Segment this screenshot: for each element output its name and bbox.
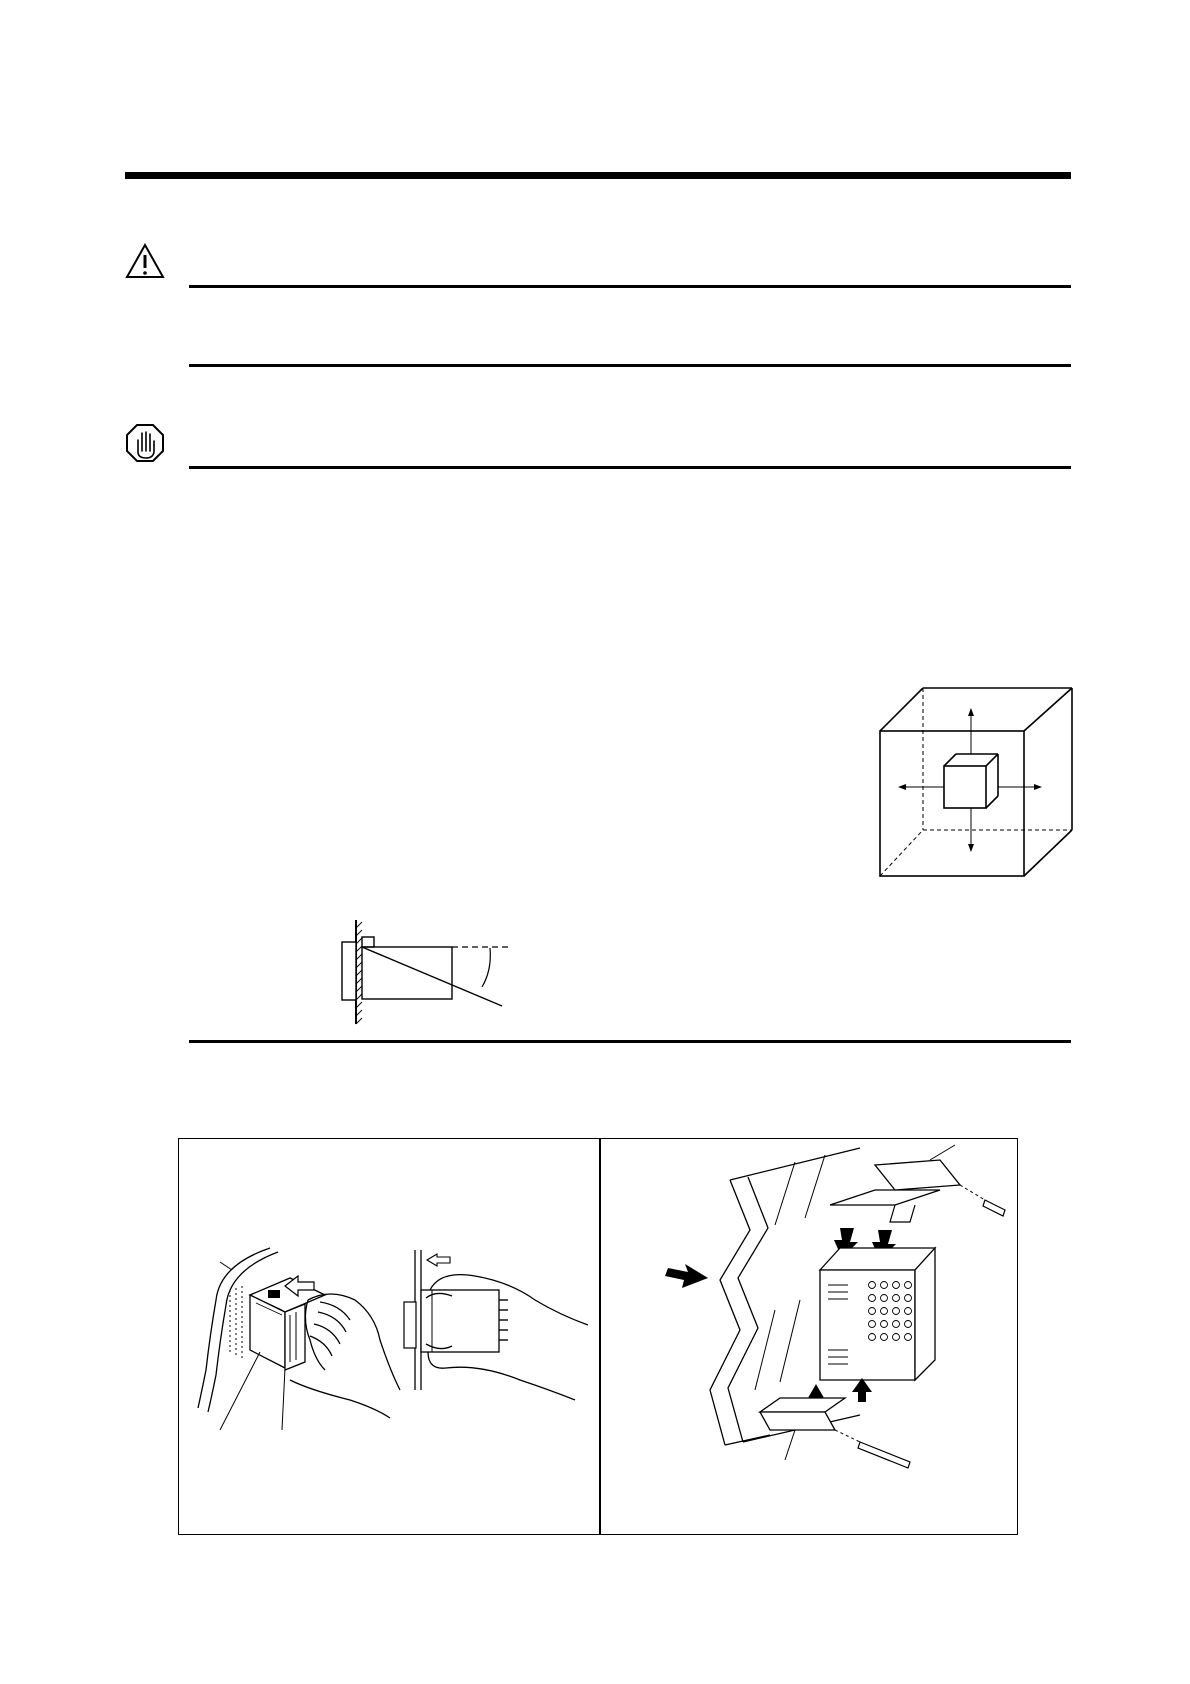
figure-divider	[599, 1139, 601, 1534]
caution-bottom-rule	[189, 1040, 1071, 1043]
insert-controller-into-panel-illustration	[190, 1240, 595, 1440]
section-title-rule	[125, 172, 1071, 179]
warning-bottom-rule	[189, 364, 1071, 367]
caution-top-rule	[189, 466, 1071, 469]
warning-triangle-icon	[125, 243, 165, 279]
mounting-orientation-cube-diagram	[860, 680, 1080, 885]
caution-hand-icon	[125, 423, 165, 463]
mounting-bracket-screwdriver-illustration	[610, 1150, 1010, 1500]
panel-tilt-angle-diagram	[330, 914, 520, 1029]
warning-top-rule	[189, 285, 1071, 288]
